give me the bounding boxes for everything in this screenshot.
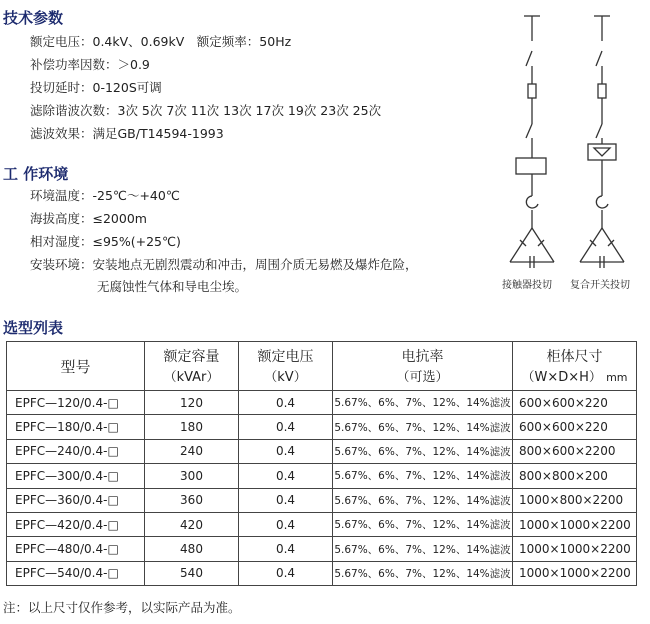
cell-capacity: 540 [145,561,239,585]
table-row [7,415,637,439]
cell-model: EPFC—360/0.4-□ [7,488,145,512]
cell-reactance: 5.67%、6%、7%、12%、14%滤波 [333,464,513,488]
cell-voltage: 0.4 [239,537,333,561]
cell-voltage: 0.4 [239,415,333,439]
cell-reactance: 5.67%、6%、7%、12%、14%滤波 [333,488,513,512]
tech-section-title: 技术参数 [3,9,64,27]
tech-line-power-factor: 补偿功率因数：＞0.9 [30,57,150,72]
cell-reactance: 5.67%、6%、7%、12%、14%滤波 [333,537,513,561]
env-section-title: 工 作环境 [3,165,69,183]
cell-reactance: 5.67%、6%、7%、12%、14%滤波 [333,561,513,585]
diagram-caption-contactor: 接触器投切 [502,280,552,291]
header-cabinet-unit: （W×D×H） mm [513,366,637,391]
table-row [7,537,637,561]
cell-cabinet: 1000×1000×2200 [513,512,637,536]
table-row [7,391,637,415]
header-reactance: 电抗率 [333,342,513,367]
header-capacity-unit: （kVAr） [145,366,239,391]
cell-capacity: 360 [145,488,239,512]
cell-reactance: 5.67%、6%、7%、12%、14%滤波 [333,391,513,415]
tech-line-harmonics: 滤除谐波次数：3次 5次 7次 11次 13次 17次 19次 23次 25次 [30,103,382,118]
header-model: 型号 [7,342,145,391]
cell-reactance: 5.67%、6%、7%、12%、14%滤波 [333,415,513,439]
circuit-diagram [496,6,646,296]
cell-model: EPFC—480/0.4-□ [7,537,145,561]
cell-reactance: 5.67%、6%、7%、12%、14%滤波 [333,439,513,463]
cell-voltage: 0.4 [239,561,333,585]
cell-model: EPFC—240/0.4-□ [7,439,145,463]
env-line-temperature: 环境温度：-25℃～+40℃ [30,188,180,203]
cell-model: EPFC—180/0.4-□ [7,415,145,439]
cell-cabinet: 800×800×200 [513,464,637,488]
footnote: 注：以上尺寸仅作参考，以实际产品为准。 [3,600,241,615]
cell-cabinet: 1000×1000×2200 [513,537,637,561]
cell-capacity: 240 [145,439,239,463]
table-row [7,561,637,585]
tech-line-filter-effect: 滤波效果：满足GB/T14594-1993 [30,126,224,141]
cell-capacity: 120 [145,391,239,415]
table-row [7,439,637,463]
cell-cabinet: 1000×800×2200 [513,488,637,512]
selection-section-title: 选型列表 [3,319,64,337]
env-line-altitude: 海拔高度：≤2000m [30,211,147,226]
env-line-install: 安装环境：安装地点无剧烈震动和冲击，周围介质无易燃及爆炸危险， [30,257,418,272]
composite-switch-branch [580,16,624,268]
cell-capacity: 180 [145,415,239,439]
cell-voltage: 0.4 [239,439,333,463]
cell-capacity: 420 [145,512,239,536]
cell-model: EPFC—300/0.4-□ [7,464,145,488]
header-voltage: 额定电压 [239,342,333,367]
cell-cabinet: 600×600×220 [513,415,637,439]
cell-voltage: 0.4 [239,488,333,512]
table-header-row [7,342,637,367]
cell-model: EPFC—420/0.4-□ [7,512,145,536]
cell-cabinet: 1000×1000×2200 [513,561,637,585]
cell-reactance: 5.67%、6%、7%、12%、14%滤波 [333,512,513,536]
cell-capacity: 300 [145,464,239,488]
cell-model: EPFC—120/0.4-□ [7,391,145,415]
contactor-branch [510,16,554,268]
diagram-caption-composite: 复合开关投切 [570,280,630,291]
table-row [7,464,637,488]
header-capacity: 额定容量 [145,342,239,367]
env-line-humidity: 相对湿度：≤95%(+25℃) [30,234,181,249]
cell-voltage: 0.4 [239,391,333,415]
cell-voltage: 0.4 [239,512,333,536]
table-row [7,512,637,536]
cell-capacity: 480 [145,537,239,561]
tech-line-voltage-frequency: 额定电压：0.4kV、0.69kV 额定频率：50Hz [30,34,292,49]
table-row [7,488,637,512]
cell-model: EPFC—540/0.4-□ [7,561,145,585]
cell-cabinet: 800×600×2200 [513,439,637,463]
header-reactance-note: （可选） [333,366,513,391]
env-line-install-cont: 无腐蚀性气体和导电尘埃。 [97,279,248,294]
header-cabinet: 柜体尺寸 [513,342,637,367]
cell-voltage: 0.4 [239,464,333,488]
selection-table [6,341,637,586]
cell-cabinet: 600×600×220 [513,391,637,415]
header-voltage-unit: （kV） [239,366,333,391]
tech-line-switch-delay: 投切延时：0-120S可调 [30,80,162,95]
